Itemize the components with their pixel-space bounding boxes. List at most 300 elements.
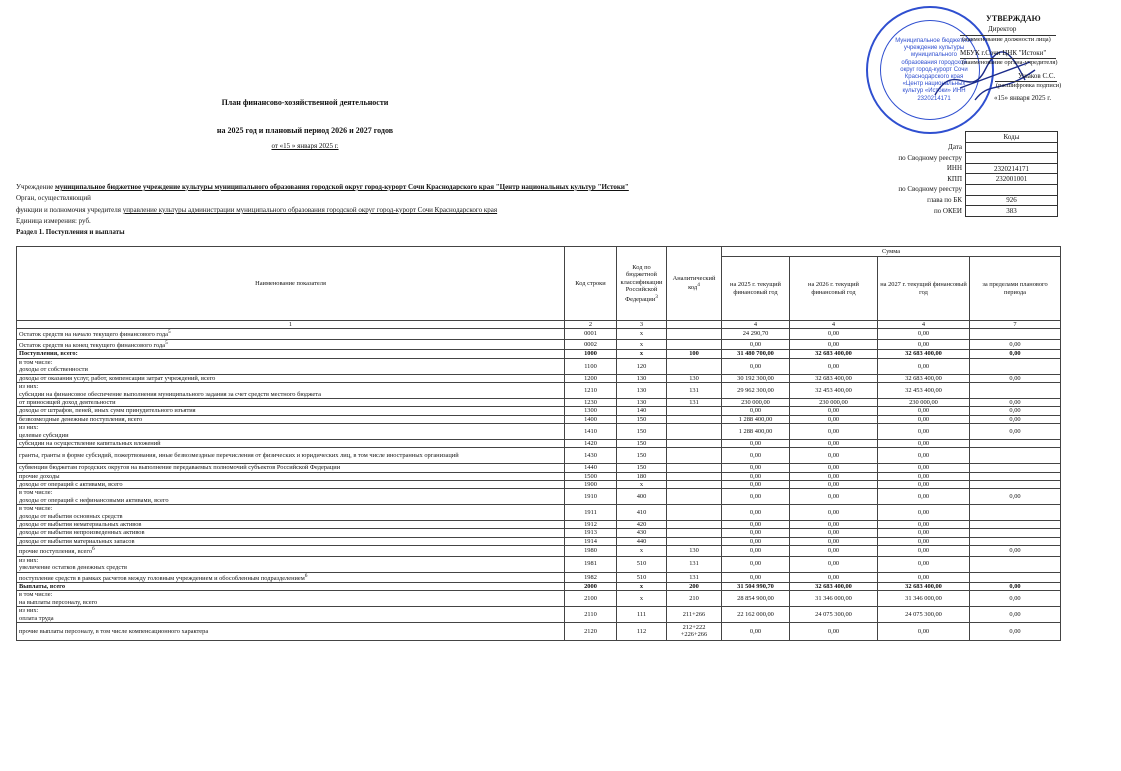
cell-code: 0001 [565, 329, 617, 340]
row-name-text: Остаток средств на конец текущего финансового года [19, 342, 166, 350]
col-header-kbk-text: Код по бюджетной классификации Российской Федерации [620, 263, 663, 303]
cell-y1: 31 504 990,70 [722, 583, 790, 591]
cell-y3: 0,00 [878, 623, 970, 641]
cell-y1: 0,00 [722, 439, 790, 447]
cell-y2: 0,00 [790, 472, 878, 480]
cell-kbk: 510 [617, 556, 667, 572]
approval-org: МБУК г.Сочи ЦНК "Истоки" [960, 49, 1047, 57]
cell-an: 211+266 [667, 607, 722, 623]
cell-y4: 0,00 [970, 424, 1061, 440]
cell-kbk: 140 [617, 407, 667, 415]
table-row [17, 556, 1061, 572]
col-number: 2 [565, 321, 617, 329]
cell-y2: 24 075 300,00 [790, 607, 878, 623]
cell-kbk: 400 [617, 489, 667, 505]
table-row [17, 448, 1061, 464]
cell-y4: 0,00 [970, 489, 1061, 505]
cell-y4: 0,00 [970, 374, 1061, 382]
approval-name-hint: (расшифровка подписи) [996, 82, 1062, 89]
cell-an [667, 529, 722, 537]
col-header-2025: на 2025 г. текущий финансовый год [722, 257, 790, 321]
cell-y3: 0,00 [878, 424, 970, 440]
row-name-text: доходы от выбытия материальных запасов [19, 537, 135, 545]
cell-code: 1100 [565, 358, 617, 374]
cell-an [667, 520, 722, 528]
cell-y2: 0,00 [790, 505, 878, 521]
cell-y3: 0,00 [878, 448, 970, 464]
cell-y3: 24 075 300,00 [878, 607, 970, 623]
cell-an [667, 439, 722, 447]
row-name-text: от приносящей доход деятельности [19, 398, 116, 406]
codes-labels [842, 142, 962, 216]
cell-an [667, 329, 722, 340]
doc-date: от «15 » января 2025 г. [271, 142, 339, 150]
cell-y2: 0,00 [790, 489, 878, 505]
cell-code: 2110 [565, 607, 617, 623]
cell-y3: 0,00 [878, 556, 970, 572]
col-header-analytic-sup: 4 [697, 282, 700, 289]
cell-y3: 32 683 400,00 [878, 374, 970, 382]
cell-an: 200 [667, 583, 722, 591]
row-name-text: прочие поступления, всего [19, 548, 93, 556]
table-row [17, 607, 1061, 623]
cell-an: 130 [667, 546, 722, 557]
code-date [966, 142, 1058, 153]
row-name [17, 529, 565, 537]
row-name-text: прочие доходы [19, 472, 60, 480]
cell-y4 [970, 520, 1061, 528]
table-row [17, 329, 1061, 340]
cell-y2: 0,00 [790, 439, 878, 447]
cell-y1: 0,00 [722, 572, 790, 583]
meta-institution [16, 183, 816, 191]
cell-y3: 0,00 [878, 415, 970, 423]
cell-an: 131 [667, 398, 722, 406]
cell-y4 [970, 448, 1061, 464]
col-number: 4 [878, 321, 970, 329]
codes-label: по Сводному реестру [898, 153, 962, 162]
col-header-beyond: за пределами планового периода [970, 257, 1061, 321]
cell-code: 1913 [565, 529, 617, 537]
cell-y3: 0,00 [878, 358, 970, 374]
cell-code: 1912 [565, 520, 617, 528]
cell-y2: 230 000,00 [790, 398, 878, 406]
cell-kbk: 150 [617, 415, 667, 423]
cell-y2: 0,00 [790, 407, 878, 415]
row-name [17, 591, 565, 607]
cell-y2: 0,00 [790, 572, 878, 583]
cell-an [667, 480, 722, 488]
cell-y1: 0,00 [722, 407, 790, 415]
row-name-footnote: 5 [165, 339, 168, 346]
code-kpp: 232001001 [966, 174, 1058, 185]
cell-y1: 0,00 [722, 537, 790, 545]
row-name-text: безвозмездные денежные поступления, всего [19, 415, 143, 423]
cell-kbk: 112 [617, 623, 667, 641]
row-name-text: в том числе: доходы от операций с нефинансовыми активами, всего [19, 489, 169, 504]
cell-an: 131 [667, 556, 722, 572]
cell-an: 212+222 +226+266 [667, 623, 722, 641]
cell-kbk: 150 [617, 448, 667, 464]
row-name-text: в том числе: доходы от выбытия основных средств [19, 505, 123, 520]
cell-kbk: 410 [617, 505, 667, 521]
row-name [17, 623, 565, 641]
row-name-text: Остаток средств на начало текущего финансового года [19, 331, 168, 339]
cell-y3: 0,00 [878, 529, 970, 537]
cell-kbk: x [617, 350, 667, 358]
code-registry [966, 153, 1058, 164]
col-number-row [17, 321, 1061, 329]
cell-y2: 0,00 [790, 415, 878, 423]
cell-code: 2100 [565, 591, 617, 607]
col-number [667, 321, 722, 329]
cell-y4 [970, 505, 1061, 521]
row-name-text: доходы от выбытия непроизведенных активов [19, 529, 145, 537]
row-name-text: в том числе: доходы от собственности [19, 358, 88, 374]
cell-an: 100 [667, 350, 722, 358]
cell-y2: 0,00 [790, 339, 878, 350]
cell-code: 1300 [565, 407, 617, 415]
cell-y4 [970, 480, 1061, 488]
meta-founder [16, 206, 836, 214]
row-name-text: доходы от операций с активами, всего [19, 480, 123, 488]
cell-y1: 0,00 [722, 448, 790, 464]
cell-y3: 0,00 [878, 546, 970, 557]
table-row [17, 439, 1061, 447]
cell-an: 210 [667, 591, 722, 607]
row-name-text: из них: субсидии на финансовое обеспечение выполнения муниципального задания за счет средств местного бюджета [19, 383, 321, 398]
cell-y2: 0,00 [790, 529, 878, 537]
row-name-text: из них: оплата труда [19, 607, 54, 622]
row-name [17, 537, 565, 545]
cell-kbk: 120 [617, 358, 667, 374]
cell-kbk: 440 [617, 537, 667, 545]
approval-title: УТВЕРЖДАЮ [986, 14, 1041, 23]
cell-y2: 0,00 [790, 623, 878, 641]
table-row [17, 529, 1061, 537]
cell-y4 [970, 529, 1061, 537]
cell-an [667, 407, 722, 415]
cell-y4 [970, 472, 1061, 480]
cell-an [667, 448, 722, 464]
cell-kbk: 180 [617, 472, 667, 480]
cell-code: 1982 [565, 572, 617, 583]
cell-y4: 0,00 [970, 398, 1061, 406]
cell-an [667, 464, 722, 472]
cell-y1: 0,00 [722, 505, 790, 521]
doc-title: План финансово-хозяйственной деятельности [221, 98, 389, 107]
cell-code: 1900 [565, 480, 617, 488]
cell-y1: 0,00 [722, 520, 790, 528]
row-name-text: поступление средств в рамках расчетов между головным учреждением и обособленным подразделением [19, 574, 305, 582]
cell-y2: 32 683 400,00 [790, 374, 878, 382]
table-row [17, 374, 1061, 382]
col-number: 1 [17, 321, 565, 329]
cell-kbk: x [617, 339, 667, 350]
cell-y4: 0,00 [970, 583, 1061, 591]
cell-y2: 31 346 000,00 [790, 591, 878, 607]
codes-label: Дата [948, 143, 962, 151]
cell-kbk: 150 [617, 439, 667, 447]
cell-y3: 0,00 [878, 472, 970, 480]
table-row [17, 591, 1061, 607]
table-row [17, 350, 1061, 358]
cell-y3: 32 453 400,00 [878, 383, 970, 399]
table-row [17, 572, 1061, 583]
cell-y2: 32 683 400,00 [790, 350, 878, 358]
col-number: 7 [970, 321, 1061, 329]
finance-table-body [17, 329, 1061, 640]
approval-date: «15» января 2025 г. [994, 94, 1052, 102]
cell-y2: 0,00 [790, 520, 878, 528]
cell-an: 130 [667, 374, 722, 382]
row-name [17, 556, 565, 572]
row-name [17, 583, 565, 591]
cell-kbk: x [617, 546, 667, 557]
col-header-name: Наименование показателя [17, 247, 565, 321]
cell-kbk: 430 [617, 529, 667, 537]
cell-y3: 0,00 [878, 339, 970, 350]
col-number: 3 [617, 321, 667, 329]
cell-y1: 0,00 [722, 339, 790, 350]
row-name-text: доходы от выбытия нематериальных активов [19, 520, 142, 528]
cell-y3: 31 346 000,00 [878, 591, 970, 607]
codes-table [965, 131, 1058, 217]
row-name [17, 472, 565, 480]
cell-kbk: x [617, 480, 667, 488]
cell-code: 1000 [565, 350, 617, 358]
row-name [17, 572, 565, 583]
cell-y1: 0,00 [722, 546, 790, 557]
row-name-text: доходы от штрафов, пеней, иных сумм принудительного изъятия [19, 407, 196, 415]
col-header-kbk [617, 247, 667, 321]
cell-y3: 32 683 400,00 [878, 350, 970, 358]
cell-y2: 32 683 400,00 [790, 583, 878, 591]
table-row [17, 424, 1061, 440]
row-name [17, 358, 565, 374]
code-okei: 383 [966, 206, 1058, 217]
cell-kbk: x [617, 329, 667, 340]
row-name-footnote: 6 [304, 572, 308, 579]
finance-table [16, 246, 1061, 641]
approval-position-hint: (наименование должности лица) [962, 36, 1051, 43]
table-row [17, 415, 1061, 423]
cell-y4 [970, 439, 1061, 447]
code-bk: 926 [966, 195, 1058, 206]
row-name-text: Поступления, всего: [19, 350, 78, 358]
table-row [17, 583, 1061, 591]
cell-kbk: x [617, 591, 667, 607]
code-inn: 2320214171 [966, 163, 1058, 174]
cell-kbk: 150 [617, 424, 667, 440]
table-row [17, 383, 1061, 399]
cell-y4: 0,00 [970, 350, 1061, 358]
row-name-text: субвенции бюджетам городских округов на выполнение передаваемых полномочий субъектов Российской Федерации [19, 464, 341, 472]
cell-kbk: 420 [617, 520, 667, 528]
cell-y4: 0,00 [970, 546, 1061, 557]
cell-an [667, 358, 722, 374]
row-name-footnote: 5 [167, 329, 171, 336]
row-name [17, 350, 565, 358]
cell-y1: 24 290,70 [722, 329, 790, 340]
cell-y4 [970, 556, 1061, 572]
row-name-text: из них: целевые субсидии [19, 424, 69, 439]
cell-y1: 1 288 400,00 [722, 415, 790, 423]
cell-code: 1410 [565, 424, 617, 440]
row-name [17, 464, 565, 472]
seal-text: Муниципальное бюджетное учреждение культуры муниципального образования городской округ город-курорт Сочи Краснодарского края «Центр национальных культур «Истоки» ИНН 2320214171 [895, 38, 973, 102]
row-name [17, 339, 565, 350]
cell-an: 131 [667, 572, 722, 583]
table-row [17, 358, 1061, 374]
cell-y2: 0,00 [790, 329, 878, 340]
row-name [17, 329, 565, 340]
cell-y1: 30 192 300,00 [722, 374, 790, 382]
cell-an: 131 [667, 383, 722, 399]
cell-y3: 0,00 [878, 480, 970, 488]
meta-institution-value: муниципальное бюджетное учреждение культуры муниципального образования городской округ город-курорт Сочи Краснодарского края "Центр национальных культур "Истоки" [54, 183, 629, 191]
cell-y1: 1 288 400,00 [722, 424, 790, 440]
cell-code: 2000 [565, 583, 617, 591]
cell-code: 1200 [565, 374, 617, 382]
cell-y3: 0,00 [878, 489, 970, 505]
row-name-text: доходы от оказания услуг, работ, компенсации затрат учреждений, всего [19, 374, 216, 382]
cell-y4 [970, 464, 1061, 472]
meta-founder-label: функции и полномочия учредителя [16, 206, 121, 214]
cell-y2: 0,00 [790, 424, 878, 440]
col-header-2026: на 2026 г. текущий финансовый год [790, 257, 878, 321]
row-name-text: субсидии на осуществление капитальных вложений [19, 439, 161, 447]
row-name-text: Выплаты, всего [19, 583, 66, 591]
col-header-analytic-text: Аналитический код [672, 275, 716, 292]
cell-kbk: 130 [617, 398, 667, 406]
cell-kbk: 111 [617, 607, 667, 623]
cell-y1: 0,00 [722, 480, 790, 488]
cell-y3: 0,00 [878, 505, 970, 521]
row-name [17, 407, 565, 415]
cell-y2: 0,00 [790, 546, 878, 557]
cell-y3: 0,00 [878, 537, 970, 545]
cell-y3: 0,00 [878, 572, 970, 583]
cell-y4: 0,00 [970, 407, 1061, 415]
codes-label: по Сводному реестру [898, 185, 962, 194]
cell-y4: 0,00 [970, 607, 1061, 623]
cell-y1: 230 000,00 [722, 398, 790, 406]
cell-y1: 0,00 [722, 358, 790, 374]
cell-y1: 31 480 700,00 [722, 350, 790, 358]
cell-code: 1430 [565, 448, 617, 464]
row-name [17, 489, 565, 505]
row-name-text: гранты, гранты в форме субсидий, пожертвования, иные безвозмездные перечисления от физических и юридических лиц, в том числе иностранных организаций [19, 452, 459, 460]
cell-y1: 0,00 [722, 489, 790, 505]
cell-code: 2120 [565, 623, 617, 641]
table-row [17, 407, 1061, 415]
cell-y4 [970, 572, 1061, 583]
row-name-footnote: 6 [92, 546, 95, 553]
cell-code: 1230 [565, 398, 617, 406]
meta-unit: Единица измерения: руб. [16, 217, 91, 225]
cell-y3: 0,00 [878, 439, 970, 447]
cell-y4: 0,00 [970, 415, 1061, 423]
cell-code: 1981 [565, 556, 617, 572]
codes-label: ИНН [946, 164, 962, 173]
cell-y1: 0,00 [722, 472, 790, 480]
cell-an [667, 424, 722, 440]
col-header-row-code: Код строки [565, 247, 617, 321]
col-number: 4 [790, 321, 878, 329]
cell-y4 [970, 537, 1061, 545]
table-row [17, 505, 1061, 521]
cell-code: 1914 [565, 537, 617, 545]
row-name-text: из них: увеличение остатков денежных средств [19, 556, 128, 572]
cell-kbk: 130 [617, 383, 667, 399]
cell-y1: 0,00 [722, 556, 790, 572]
cell-an [667, 339, 722, 350]
cell-y1: 0,00 [722, 529, 790, 537]
cell-an [667, 415, 722, 423]
col-header-sum: Сумма [722, 247, 1061, 257]
cell-y3: 0,00 [878, 464, 970, 472]
codes-label: по ОКЕИ [933, 206, 962, 215]
row-name [17, 607, 565, 623]
cell-y3: 0,00 [878, 407, 970, 415]
meta-institution-label: Учреждение [16, 183, 54, 191]
cell-kbk: 150 [617, 464, 667, 472]
cell-code: 1911 [565, 505, 617, 521]
cell-code: 1910 [565, 489, 617, 505]
cell-code: 1980 [565, 546, 617, 557]
row-name [17, 415, 565, 423]
approval-position: Директор [988, 25, 1017, 33]
cell-y2: 32 453 400,00 [790, 383, 878, 399]
code-registry-2 [966, 184, 1058, 195]
table-row [17, 489, 1061, 505]
cell-y3: 230 000,00 [878, 398, 970, 406]
row-name [17, 424, 565, 440]
row-name [17, 398, 565, 406]
row-name-text: в том числе: на выплаты персоналу, всего [19, 591, 98, 606]
meta-founder-value: управление культуры администрации муниципального образования городской округ город-курорт Сочи Краснодарского края [122, 206, 498, 214]
doc-period: на 2025 год и плановый период 2026 и 2027 годов [216, 126, 394, 135]
meta-organ-label: Орган, осуществляющий [16, 194, 91, 202]
row-name [17, 448, 565, 464]
cell-kbk: 510 [617, 572, 667, 583]
cell-y1: 28 854 900,00 [722, 591, 790, 607]
row-name [17, 383, 565, 399]
cell-y3: 0,00 [878, 520, 970, 528]
cell-y1: 29 962 300,00 [722, 383, 790, 399]
cell-y2: 0,00 [790, 480, 878, 488]
cell-kbk: 130 [617, 374, 667, 382]
cell-y2: 0,00 [790, 448, 878, 464]
table-row [17, 480, 1061, 488]
col-number: 4 [722, 321, 790, 329]
row-name [17, 520, 565, 528]
cell-y1: 0,00 [722, 623, 790, 641]
cell-y4 [970, 383, 1061, 399]
cell-kbk: x [617, 583, 667, 591]
row-name [17, 374, 565, 382]
col-header-analytic [667, 247, 722, 321]
table-row [17, 623, 1061, 641]
codes-header: Коды [966, 132, 1058, 143]
col-header-kbk-sup: 3 [655, 293, 658, 300]
cell-y2: 0,00 [790, 556, 878, 572]
table-row [17, 464, 1061, 472]
codes-label: глава по БК [927, 195, 962, 204]
col-header-2027: на 2027 г. текущий финансовый год [878, 257, 970, 321]
table-row [17, 537, 1061, 545]
